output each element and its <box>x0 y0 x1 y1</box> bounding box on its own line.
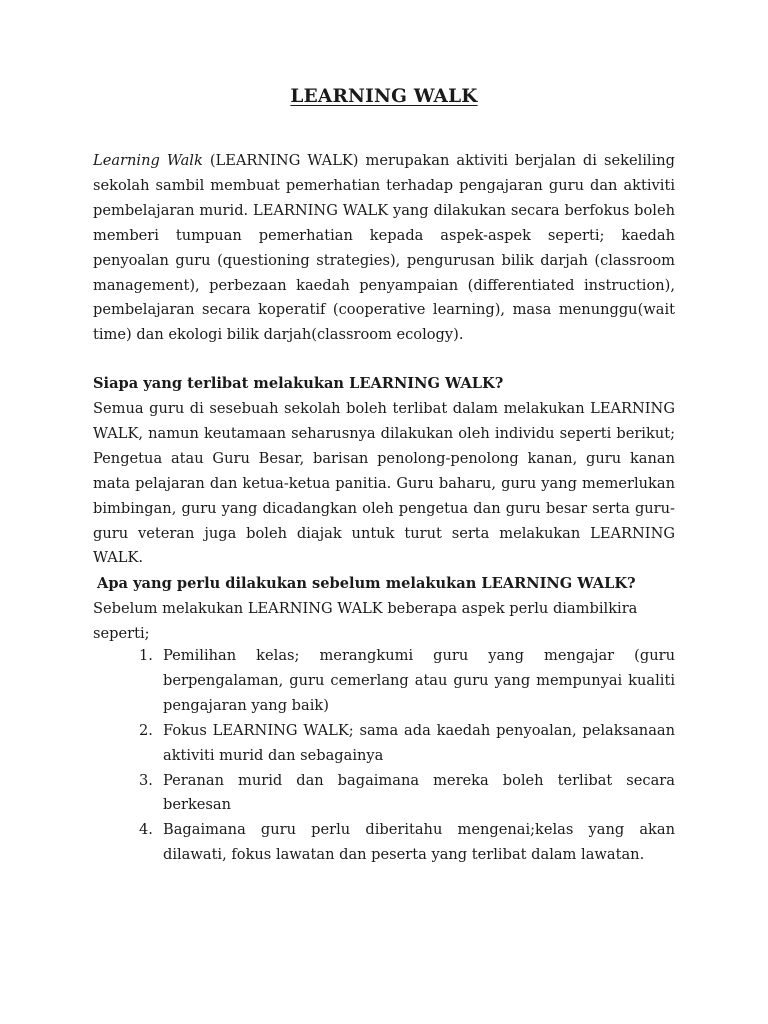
section2-paragraph: Sebelum melakukan LEARNING WALK beberapa aspek perlu diambilkira seperti; <box>93 600 638 642</box>
list-item-text: Fokus LEARNING WALK; sama ada kaedah penyoalan, pelaksanaan aktiviti murid dan sebagainya <box>163 721 675 764</box>
intro-paragraph <box>93 149 675 348</box>
list-item <box>139 644 675 719</box>
section1-heading: Siapa yang terlibat melakukan LEARNING WALK? <box>93 375 504 392</box>
list-item-number: 1. <box>139 647 153 664</box>
list-item-text: Peranan murid dan bagaimana mereka boleh terlibat secara berkesan <box>163 771 675 814</box>
list-item <box>139 818 675 868</box>
list-item <box>139 769 675 819</box>
intro-text: (LEARNING WALK) merupakan aktiviti berjalan di sekeliling sekolah sambil membuat pemerhatian terhadap pengajaran guru dan aktiviti pembelajaran murid. LEARNING WALK yang dilakukan secara berfokus boleh memberi tumpuan pemerhatian kepada aspek-aspek seperti; kaedah penyoalan guru (questioning strategies), pengurusan bilik darjah (classroom management), perbezaan kaedah penyampaian (differentiated instruction), pembelajaran secara koperatif (cooperative learning), masa menunggu(wait time) dan ekologi bilik darjah(classroom ecology). <box>93 152 675 344</box>
list-item-number: 3. <box>139 771 153 789</box>
list-item-text: Bagaimana guru perlu diberitahu mengenai;kelas yang akan dilawati, fokus lawatan dan peserta yang terlibat dalam lawatan. <box>163 821 675 864</box>
section2-heading: Apa yang perlu dilakukan sebelum melakukan LEARNING WALK? <box>97 575 636 592</box>
document-title: LEARNING WALK <box>290 86 478 107</box>
list-item-text: Pemilihan kelas; merangkumi guru yang mengajar (guru berpengalaman, guru cemerlang atau guru yang mempunyai kualiti pengajaran yang baik) <box>163 647 675 714</box>
intro-italic-lead: Learning Walk <box>93 152 203 169</box>
list-item-number: 4. <box>139 821 153 839</box>
section1-paragraph: Semua guru di sesebuah sekolah boleh terlibat dalam melakukan LEARNING WALK, namun keutamaan seharusnya dilakukan oleh individu seperti berikut; Pengetua atau Guru Besar, barisan penolong-penolong kanan, guru kanan mata pelajaran dan ketua-ketua panitia. Guru baharu, guru yang memerlukan bimbingan, guru yang dicadangkan oleh pengetua dan guru besar serta guru-guru veteran juga boleh diajak untuk turut serta melakukan LEARNING WALK. <box>93 400 675 567</box>
aspect-list <box>139 644 675 868</box>
list-item <box>139 719 675 769</box>
list-item-number: 2. <box>139 721 153 739</box>
